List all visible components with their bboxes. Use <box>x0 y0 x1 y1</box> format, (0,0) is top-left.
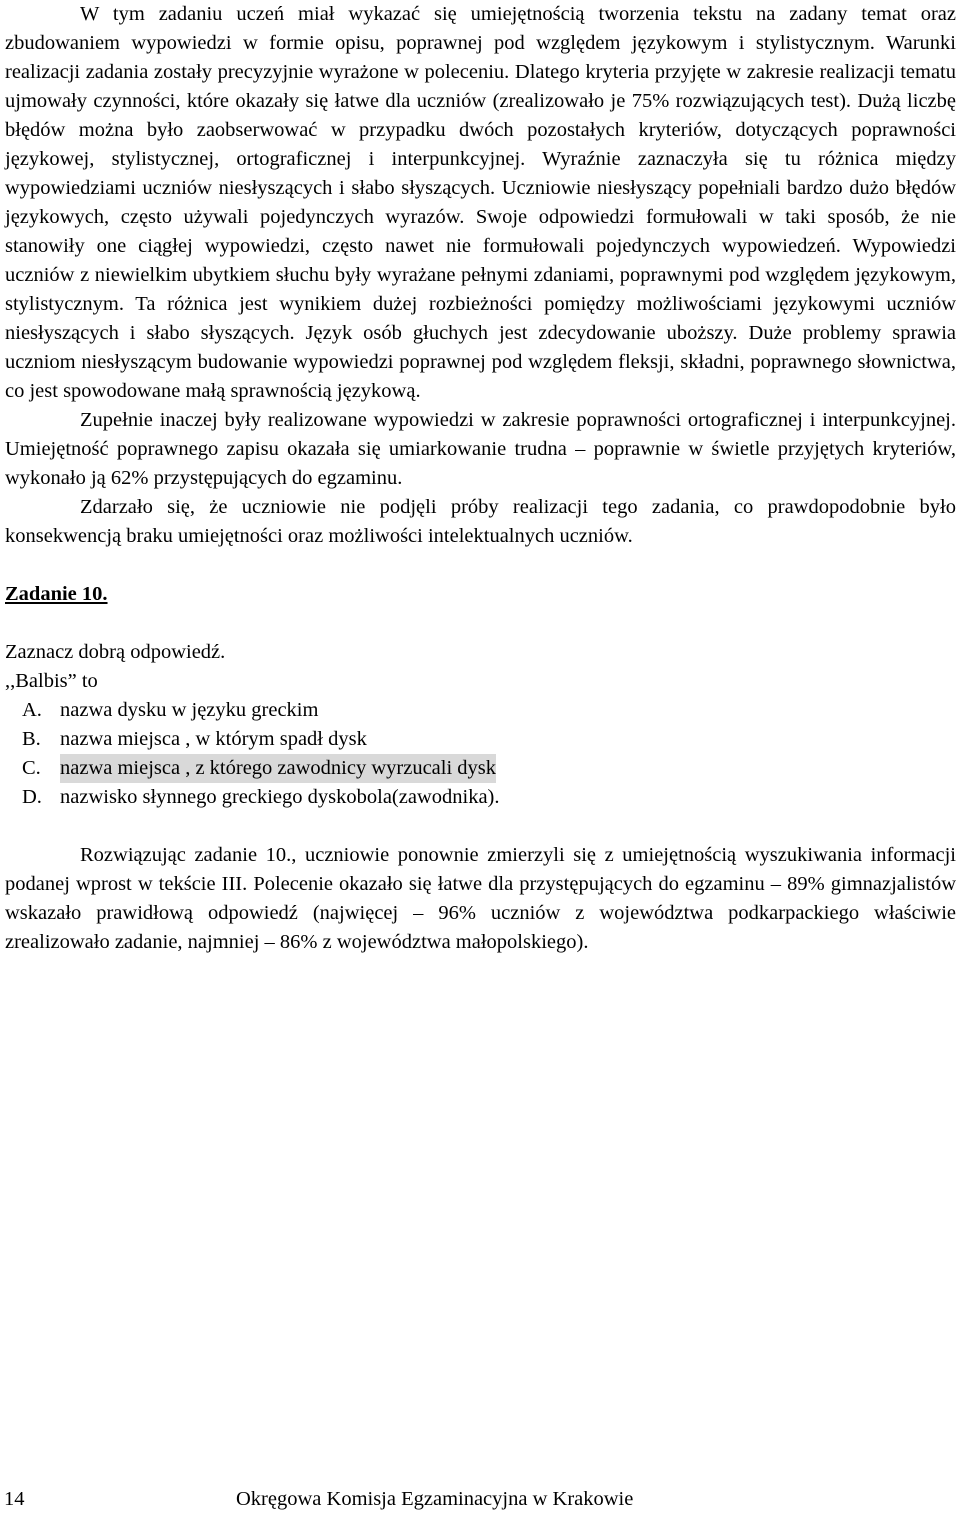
answer-option-d[interactable] <box>22 783 956 812</box>
task-instruction: Zaznacz dobrą odpowiedź. <box>5 641 226 663</box>
task-question: ,,Balbis” to <box>5 670 98 692</box>
page-number: 14 <box>4 1488 25 1510</box>
answer-text: nazwisko słynnego greckiego dyskobola(zawodnika). <box>60 786 500 808</box>
answer-option-c[interactable] <box>22 754 956 783</box>
answer-text: nazwa miejsca , w którym spadł dysk <box>60 728 367 750</box>
paragraph-task-description: W tym zadaniu uczeń miał wykazać się umiejętnością tworzenia tekstu na zadany temat oraz zbudowaniem wypowiedzi w formie opisu, poprawnej pod względem językowym i stylistycznym. Warunki realizacji zadania zostały precyzyjnie wyrażone w poleceniu. Dlatego kryteria przyjęte w zakresie realizacji tematu ujmowały czynności, które okazały się łatwe dla uczniów (zrealizowało je 75% rozwiązujących test). Dużą liczbę błędów można było zaobserwować w przypadku dwóch pozostałych kryteriów, dotyczących poprawności językowej, stylistycznej, ortograficznej i interpunkcyjnej. Wyraźnie zaznaczyła się tu różnica między wypowiedziami uczniów niesłyszących i słabo słyszących. Uczniowie niesłyszący popełniali bardzo dużo błędów językowych, często używali pojedynczych wyrazów. Swoje odpowiedzi formułowali w taki sposób, że nie stanowiły one ciągłej wypowiedzi, często nawet nie formułowali pojedynczych wypowiedzeń. Wypowiedzi uczniów z niewielkim ubytkiem słuchu były wyrażane pełnymi zdaniami, poprawnymi pod względem językowym, stylistycznym. Ta różnica jest wynikiem dużej rozbieżności pomiędzy możliwościami językowymi uczniów niesłyszących i słabo słyszących. Język osób głuchych jest zdecydowanie uboższy. Duże problemy sprawia uczniom niesłyszącym budowanie wypowiedzi poprawnej pod względem fleksji, składni, poprawnego słownictwa, co jest spowodowane małą sprawnością językową. <box>5 3 956 402</box>
answer-option-b[interactable] <box>22 725 956 754</box>
answer-text-highlighted: nazwa miejsca , z którego zawodnicy wyrzucali dysk <box>60 754 496 783</box>
answer-text: nazwa dysku w języku greckim <box>60 699 319 721</box>
answer-letter: A. <box>22 699 42 721</box>
answer-letter: C. <box>22 757 41 779</box>
answer-option-a[interactable] <box>22 696 956 725</box>
paragraph-no-attempt: Zdarzało się, że uczniowie nie podjęli próby realizacji tego zadania, co prawdopodobnie było konsekwencją braku umiejętności oraz możliwości intelektualnych uczniów. <box>5 496 956 547</box>
answer-letter: B. <box>22 728 41 750</box>
answer-list <box>5 696 956 812</box>
document-page <box>5 0 956 957</box>
paragraph-task-results: Rozwiązując zadanie 10., uczniowie ponownie zmierzyli się z umiejętnością wyszukiwania informacji podanej wprost w tekście III. Polecenie okazało się łatwe dla przystępujących do egzaminu – 89% gimnazjalistów wskazało prawidłową odpowiedź (najwięcej – 96% uczniów z województwa podkarpackiego właściwie zrealizowało zadanie, najmniej – 86% z województwa małopolskiego). <box>5 844 956 953</box>
answer-letter: D. <box>22 786 42 808</box>
task-heading: Zadanie 10. <box>5 583 108 605</box>
footer-institution: Okręgowa Komisja Egzaminacyjna w Krakowie <box>236 1488 634 1510</box>
paragraph-spelling-results: Zupełnie inaczej były realizowane wypowiedzi w zakresie poprawności ortograficznej i interpunkcyjnej. Umiejętność poprawnego zapisu okazała się umiarkowanie trudna – poprawnie w świetle przyjętych kryteriów, wykonało ją 62% przystępujących do egzaminu. <box>5 409 956 489</box>
page-footer <box>0 1485 960 1514</box>
